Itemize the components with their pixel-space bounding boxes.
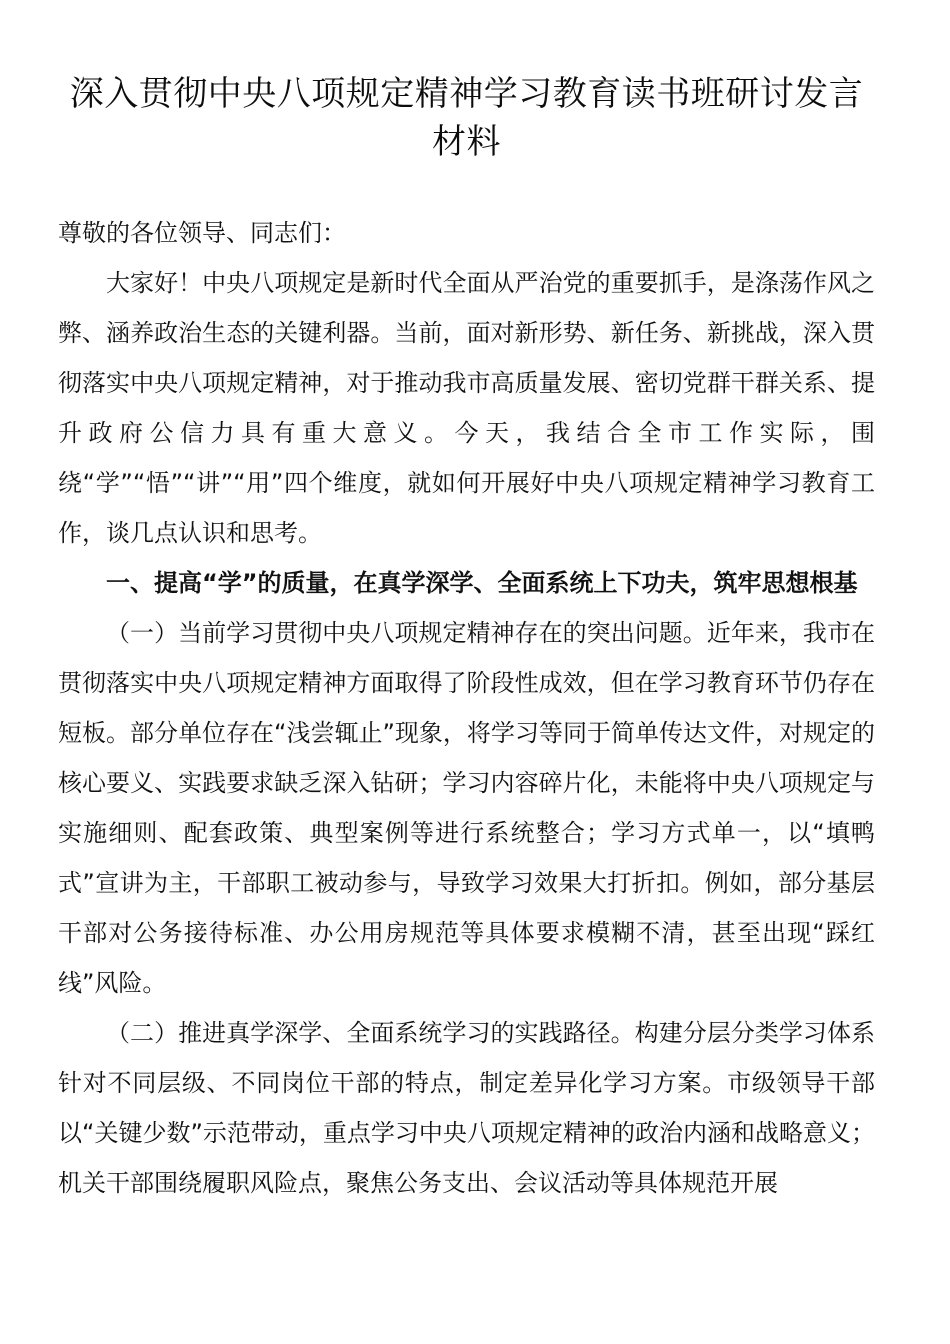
document-title: 深入贯彻中央八项规定精神学习教育读书班研讨发言材料 — [69, 74, 864, 162]
salutation: 尊敬的各位领导、同志们： — [58, 219, 346, 247]
opening-paragraph: 大家好！中央八项规定是新时代全面从严治党的重要抓手，是涤荡作风之弊、涵养政治生态的关键利器。当前，面对新形势、新任务、新挑战，深入贯彻落实中央八项规定精神，对于推动我市高质量发展、密切党群干群关系、提升政府公信力具有重大意义。今天，我结合全市工作实际，围绕“学”“悟”“讲”“用”四个维度，就如何开展好中央八项规定精神学习教育工作，谈几点认识和思考。 — [58, 269, 875, 547]
subsection-2: （二）推进真学深学、全面系统学习的实践路径。构建分层分类学习体系针对不同层级、不同岗位干部的特点，制定差异化学习方案。市级领导干部以“关键少数”示范带动，重点学习中央八项规定精神的政治内涵和战略意义；机关干部围绕履职风险点，聚焦公务支出、会议活动等具体规范开展 — [58, 1019, 875, 1197]
subsection-1: （一）当前学习贯彻中央八项规定精神存在的突出问题。近年来，我市在贯彻落实中央八项规定精神方面取得了阶段性成效，但在学习教育环节仍存在短板。部分单位存在“浅尝辄止”现象，将学习等同于简单传达文件，对规定的核心要义、实践要求缺乏深入钻研；学习内容碎片化，未能将中央八项规定与实施细则、配套政策、典型案例等进行系统整合；学习方式单一，以“填鸭式”宣讲为主，干部职工被动参与，导致学习效果大打折扣。例如，部分基层干部对公务接待标准、办公用房规范等具体要求模糊不清，甚至出现“踩红线”风险。 — [58, 619, 875, 997]
document-body — [58, 208, 875, 1208]
section-heading-1: 一、提高“学”的质量，在真学深学、全面系统上下功夫，筑牢思想根基 — [106, 569, 858, 597]
